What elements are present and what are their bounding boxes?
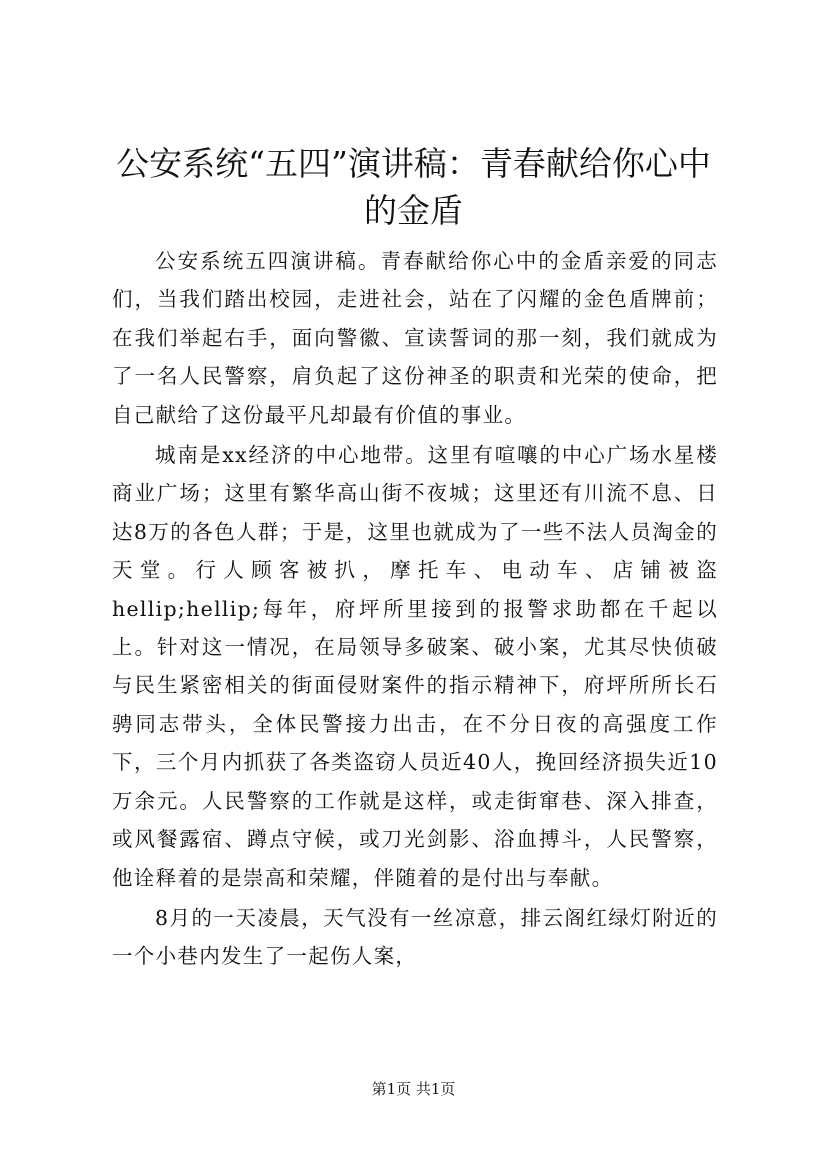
paragraph-3: 8月的一天凌晨，天气没有一丝凉意，排云阁红绿灯附近的一个小巷内发生了一起伤人案， xyxy=(112,905,718,969)
document-title: 公安系统“五四”演讲稿：青春献给你心中的金盾 xyxy=(116,144,711,230)
paragraph-2: 城南是xx经济的中心地带。这里有喧嚷的中心广场水星楼商业广场；这里有繁华高山街不夜城；这里还有川流不息、日达8万的各色人群；于是，这里也就成为了一些不法人员淘金的天堂。行人顾客被扒，摩托车、电动车、店铺被盗hellip;hellip;每年，府坪所里接到的报警求助都在千起以上。针对这一情况，在局领导多破案、破小案，尤其尽快侦破与民生紧密相关的街面侵财案件的指示精神下，府坪所所长石骋同志带头，全体民警接力出击，在不分日夜的高强度工作下，三个月内抓获了各类盗窃人员近40人，挽回经济损失近10万余元。人民警察的工作就是这样，或走街窜巷、深入排查，或风餐露宿、蹲点守候，或刀光剑影、浴血搏斗，人民警察，他诠释着的是崇高和荣耀，伴随着的是付出与奉献。 xyxy=(112,443,718,890)
document-body xyxy=(112,242,718,978)
page-footer: 第1页 共1页 xyxy=(371,1080,456,1098)
paragraph-1: 公安系统五四演讲稿。青春献给你心中的金盾亲爱的同志们，当我们踏出校园，走进社会，站在了闪耀的金色盾牌前；在我们举起右手，面向警徽、宣读誓词的那一刻，我们就成为了一名人民警察，肩负起了这份神圣的职责和光荣的使命，把自己献给了这份最平凡却最有价值的事业。 xyxy=(112,249,718,427)
